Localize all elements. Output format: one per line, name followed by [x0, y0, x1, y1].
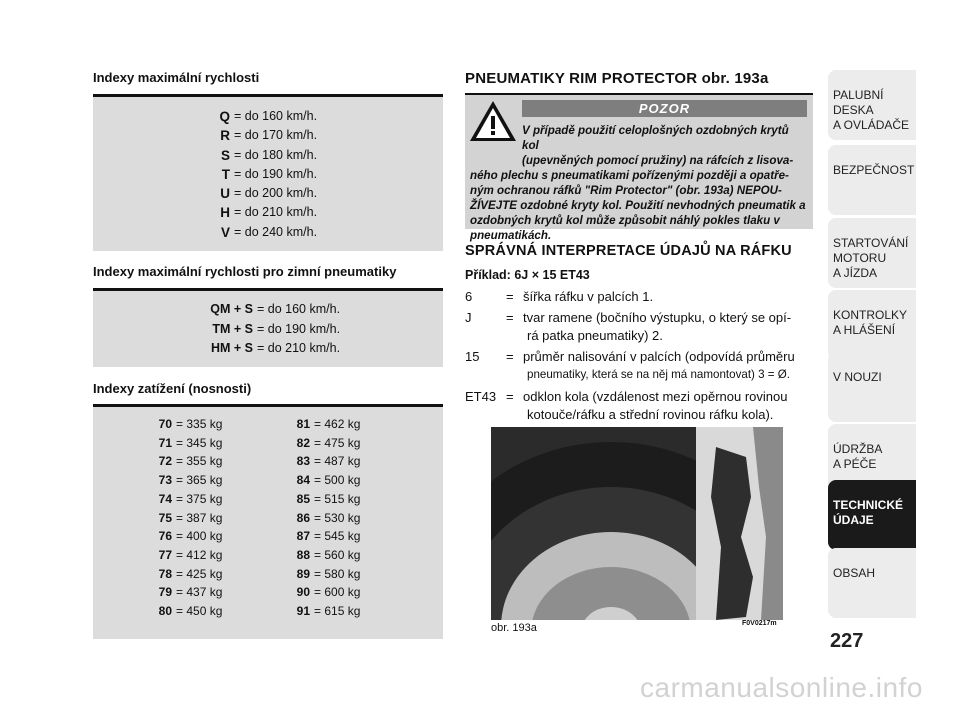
load-index-value: = 335 kg: [176, 417, 223, 431]
load-index-value: = 500 kg: [314, 473, 361, 488]
load-index-row: [148, 471, 222, 490]
load-index-code: 73: [158, 473, 172, 488]
chapter-tab-label: BEZPEČNOST: [833, 163, 915, 177]
load-index-value: = 355 kg: [176, 454, 223, 469]
rim-spec-label: 15: [465, 349, 480, 364]
speed-index-value: = do 160 km/h.: [234, 109, 318, 123]
load-index-value: = 365 kg: [176, 473, 223, 488]
chapter-tab-label: TECHNICKÉ ÚDAJE: [833, 498, 904, 527]
tire-illustration: [491, 427, 783, 620]
rim-spec-label: J: [465, 310, 472, 325]
speed-index-code: U: [220, 186, 230, 202]
rim-spec-text: [523, 388, 813, 424]
speed-index-value: = do 210 km/h.: [234, 205, 318, 220]
rim-spec-line: tvar ramene (bočního výstupku, o který se opí-: [523, 310, 792, 325]
chapter-tab[interactable]: [828, 480, 916, 550]
winter-index-code: HM + S: [210, 341, 253, 355]
rim-spec-line: rá patka pneumatiky) 2.: [527, 328, 663, 343]
speed-index-row: [93, 107, 443, 126]
load-index-value: = 345 kg: [176, 435, 223, 450]
rim-spec-line: kotouče/ráfku a střední rovinou ráfku kola).: [527, 407, 774, 422]
rim-spec-line: odklon kola (vzdálenost mezi opěrnou rovinou: [523, 389, 788, 404]
chapter-tab[interactable]: [828, 352, 916, 422]
chapter-tab[interactable]: [828, 548, 916, 618]
load-index-value: = 580 kg: [314, 566, 361, 581]
load-index-row: [148, 602, 222, 621]
load-index-row: [286, 509, 360, 528]
load-index-code: 91: [296, 604, 310, 619]
load-index-row: [148, 583, 222, 602]
load-index-code: 77: [158, 547, 172, 562]
example-line: [465, 268, 590, 282]
load-index-value: = 400 kg: [176, 529, 223, 544]
load-index-code: 82: [296, 435, 310, 450]
load-index-value: = 487 kg: [314, 454, 361, 469]
warning-line: V případě použití celoplošných ozdobných krytů kol: [522, 124, 789, 152]
winter-index-row: [93, 339, 443, 359]
load-index-code: 71: [158, 435, 172, 450]
load-index-row: [286, 434, 360, 453]
load-index-code: 76: [158, 529, 172, 544]
winter-index-row: [93, 320, 443, 340]
chapter-tab[interactable]: [828, 145, 916, 215]
load-index-code: 72: [158, 454, 172, 469]
winter-index-code: TM + S: [212, 321, 253, 336]
load-index-code: 87: [296, 529, 310, 544]
speed-index-value: = do 190 km/h.: [234, 166, 318, 181]
speed-index-code: V: [220, 224, 230, 240]
chapter-tab-label: V NOUZI: [833, 370, 882, 384]
rim-spec-line: pneumatiky, která se na něj má namontovat) 3 = Ø.: [527, 368, 791, 381]
load-index-code: 85: [296, 491, 310, 506]
load-index-box: [93, 407, 443, 639]
rim-spec-line: šířka ráfku v palcích 1.: [523, 289, 654, 304]
speed-index-value: = do 240 km/h.: [234, 224, 318, 239]
load-index-value: = 545 kg: [314, 529, 361, 544]
load-index-row: [286, 602, 360, 621]
load-index-value: = 515 kg: [314, 491, 361, 506]
example-code: 6J × 15 ET43: [514, 268, 590, 282]
load-index-value: = 615 kg: [314, 604, 361, 619]
speed-index-row: [93, 126, 443, 145]
load-index-code: 79: [158, 585, 172, 600]
load-index-column-2: [286, 415, 360, 621]
rim-spec-text: [523, 288, 813, 306]
speed-index-title: Indexy maximální rychlosti: [93, 70, 260, 85]
speed-index-row: [93, 146, 443, 165]
load-index-value: = 375 kg: [176, 491, 223, 506]
load-index-value: = 462 kg: [314, 417, 361, 431]
load-index-row: [148, 509, 222, 528]
rim-protector-title: PNEUMATIKY RIM PROTECTOR obr. 193a: [465, 70, 769, 87]
speed-index-row: [93, 223, 443, 242]
rim-spec-label: ET43: [465, 389, 497, 404]
load-index-title: Indexy zatížení (nosnosti): [93, 381, 252, 396]
winter-index-value: = do 210 km/h.: [257, 341, 341, 355]
warning-text: [470, 123, 808, 243]
load-index-code: 74: [158, 491, 172, 506]
chapter-tab[interactable]: [828, 70, 916, 140]
rim-spec-line: průměr nalisování v palcích (odpovídá průměru: [523, 349, 795, 364]
watermark: carmanualsonline.info: [640, 672, 923, 703]
speed-index-value: = do 200 km/h.: [234, 186, 318, 201]
load-index-row: [148, 452, 222, 471]
load-index-row: [148, 565, 222, 584]
speed-index-value: = do 170 km/h.: [234, 128, 318, 143]
winter-index-list: [93, 300, 443, 359]
speed-index-code: H: [220, 205, 230, 221]
rim-spec-equals: =: [506, 389, 514, 404]
tire-figure: [491, 427, 783, 620]
speed-index-row: [93, 184, 443, 203]
chapter-tab-label: PALUBNÍ DESKA A OVLÁDAČE: [833, 88, 910, 132]
figure-caption: obr. 193a: [491, 622, 537, 634]
load-index-value: = 450 kg: [176, 604, 223, 619]
speed-index-row: [93, 165, 443, 184]
chapter-tab-label: OBSAH: [833, 566, 876, 580]
chapter-tab-label: KONTROLKY A HLÁŠENÍ: [833, 308, 908, 337]
load-index-code: 75: [158, 510, 172, 525]
rim-spec-label: 6: [465, 289, 473, 304]
winter-index-code: QM + S: [210, 302, 253, 316]
speed-index-code: S: [220, 147, 230, 163]
load-index-code: 80: [158, 604, 172, 619]
load-index-row: [148, 415, 222, 434]
rim-spec-text: [523, 309, 813, 345]
load-index-code: 84: [296, 473, 310, 488]
speed-index-code: T: [221, 166, 230, 182]
speed-index-code: Q: [219, 109, 230, 124]
chapter-tab[interactable]: [828, 290, 916, 360]
load-index-row: [148, 490, 222, 509]
load-index-code: 90: [296, 585, 310, 600]
load-index-value: = 530 kg: [314, 510, 361, 525]
load-index-row: [286, 415, 360, 434]
rim-spec-equals: =: [506, 349, 514, 364]
load-index-code: 78: [158, 566, 172, 581]
speed-index-list: [93, 107, 443, 242]
load-index-value: = 387 kg: [176, 510, 223, 525]
speed-index-box: [93, 97, 443, 251]
winter-index-row: [93, 300, 443, 320]
winter-index-title: Indexy maximální rychlosti pro zimní pneumatiky: [93, 264, 397, 279]
rim-spec-equals: =: [506, 289, 514, 304]
load-index-row: [286, 546, 360, 565]
rim-spec-equals: =: [506, 310, 514, 325]
speed-index-value: = do 180 km/h.: [234, 147, 318, 162]
load-index-row: [148, 546, 222, 565]
load-index-code: 83: [296, 454, 310, 469]
page-number: 227: [830, 630, 864, 652]
load-index-column-1: [148, 415, 222, 621]
load-index-value: = 425 kg: [176, 566, 223, 581]
speed-index-code: R: [220, 128, 230, 144]
winter-index-box: [93, 291, 443, 367]
load-index-value: = 475 kg: [314, 435, 361, 450]
load-index-row: [286, 452, 360, 471]
warning-line: (upevněných pomocí pružiny) na ráfcích z lisova-: [522, 154, 794, 167]
load-index-row: [286, 583, 360, 602]
load-index-code: 70: [158, 417, 172, 431]
interpretation-title: SPRÁVNÁ INTERPRETACE ÚDAJŮ NA RÁFKU: [465, 243, 792, 259]
winter-index-value: = do 160 km/h.: [257, 302, 341, 316]
rim-spec-text: [523, 348, 813, 384]
load-index-code: 81: [296, 417, 310, 431]
chapter-tab-label: STARTOVÁNÍ MOTORU A JÍZDA: [833, 236, 909, 280]
load-index-value: = 412 kg: [176, 547, 223, 562]
load-index-row: [148, 434, 222, 453]
load-index-row: [148, 527, 222, 546]
load-index-code: 89: [296, 566, 310, 581]
example-label: Příklad:: [465, 268, 511, 282]
load-index-code: 86: [296, 510, 310, 525]
load-index-row: [286, 471, 360, 490]
load-index-row: [286, 527, 360, 546]
load-index-value: = 560 kg: [314, 547, 361, 562]
winter-index-value: = do 190 km/h.: [257, 321, 341, 336]
warning-paragraph: ného plechu s pneumatikami pořízenými později a opatře-ným ochranou ráfků "Rim Protector" (obr. 193a) NEPOU-ŽÍVEJTE ozdobné kryty kol. Použití nevhodných pneumatik a ozdobných krytů kol může způsobit náhlý pokles tlaku v pneumatikách.: [470, 169, 806, 242]
load-index-code: 88: [296, 547, 310, 562]
load-index-row: [286, 565, 360, 584]
load-index-value: = 600 kg: [314, 585, 361, 600]
chapter-tab[interactable]: [828, 218, 916, 288]
figure-code: F0V0217m: [742, 620, 777, 627]
load-index-row: [286, 490, 360, 509]
load-index-value: = 437 kg: [176, 585, 223, 600]
chapter-tab-label: ÚDRŽBA A PÉČE: [833, 442, 883, 471]
warning-label: POZOR: [522, 100, 807, 117]
speed-index-row: [93, 203, 443, 222]
